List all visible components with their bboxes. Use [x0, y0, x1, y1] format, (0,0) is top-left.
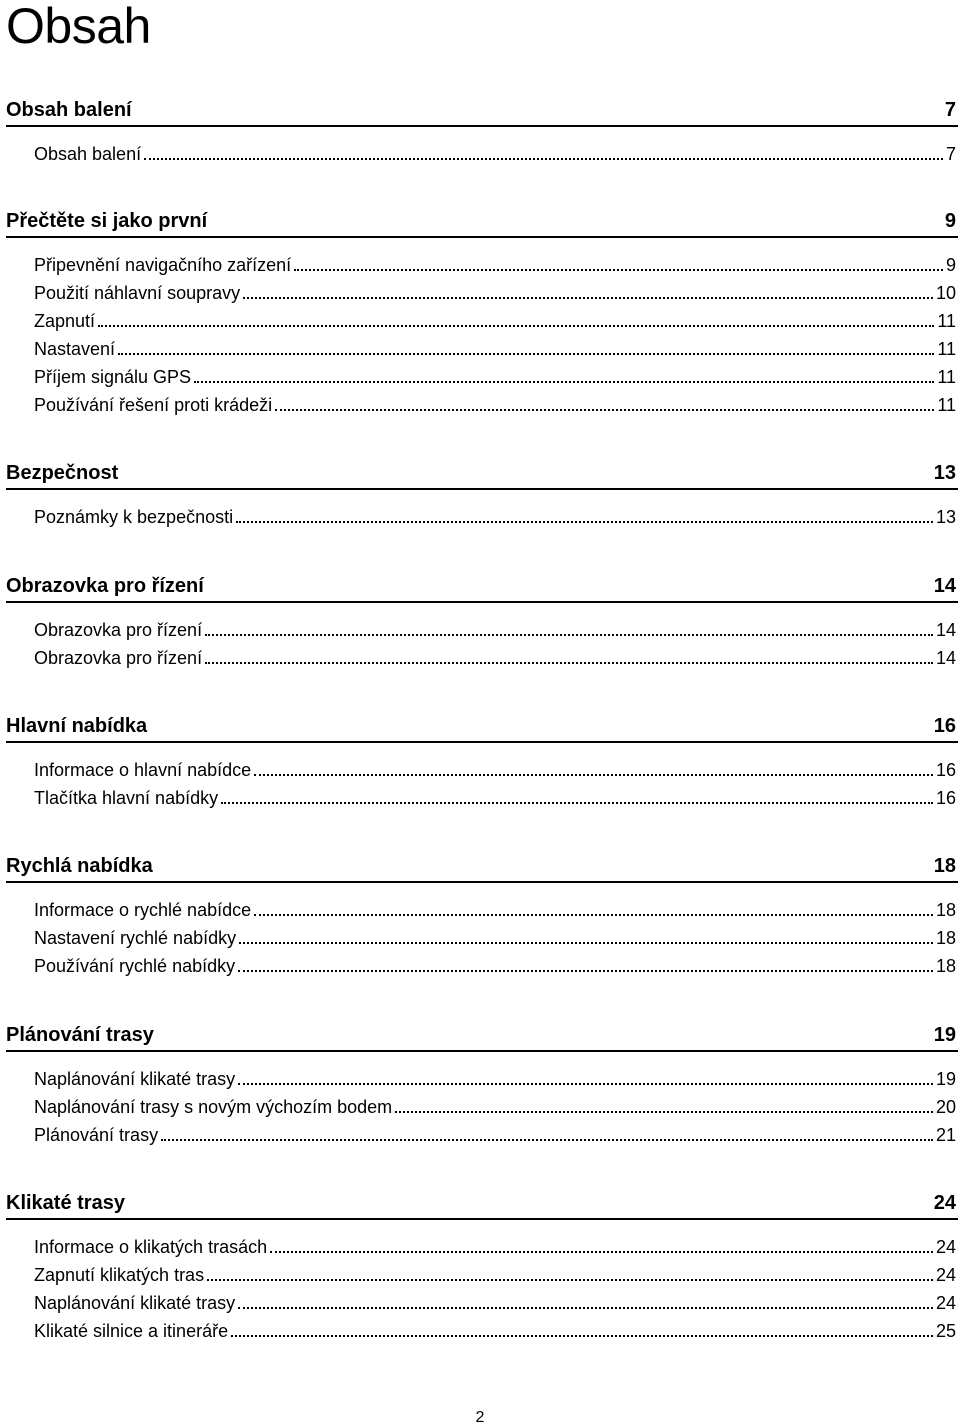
entry-page-number: 24	[935, 1237, 956, 1257]
entry-page-number: 10	[935, 283, 956, 303]
entry-page-number: 20	[935, 1097, 956, 1117]
section-page-number: 19	[933, 1024, 956, 1046]
dot-leader	[395, 1111, 933, 1113]
section-title: Bezpečnost	[6, 462, 119, 484]
section-page-number: 14	[933, 575, 956, 597]
toc-section-heading[interactable]	[6, 1020, 958, 1052]
entry-title: Informace o klikatých trasách	[34, 1237, 268, 1257]
dot-leader	[238, 970, 933, 972]
entry-page-number: 13	[935, 507, 956, 527]
section-title: Přečtěte si jako první	[6, 210, 208, 232]
entry-page-number: 25	[935, 1321, 956, 1341]
entry-title: Používání rychlé nabídky	[34, 956, 236, 976]
dot-leader	[118, 353, 934, 355]
dot-leader	[98, 325, 934, 327]
dot-leader	[205, 634, 933, 636]
entry-title: Plánování trasy	[34, 1125, 159, 1145]
toc-entry[interactable]	[34, 1122, 956, 1148]
toc-entry[interactable]	[34, 252, 956, 278]
section-title: Obsah balení	[6, 99, 132, 121]
toc-entry[interactable]	[34, 1262, 956, 1288]
entry-title: Obrazovka pro řízení	[34, 620, 203, 640]
entry-title: Používání řešení proti krádeži	[34, 395, 273, 415]
dot-leader	[254, 914, 933, 916]
entry-title: Naplánování trasy s novým výchozím bodem	[34, 1097, 393, 1117]
entry-page-number: 14	[935, 620, 956, 640]
entry-page-number: 11	[937, 367, 956, 387]
toc-section-heading[interactable]	[6, 851, 958, 883]
dot-leader	[254, 774, 933, 776]
toc-entry[interactable]	[34, 925, 956, 951]
section-page-number: 24	[933, 1192, 956, 1214]
entry-page-number: 24	[935, 1265, 956, 1285]
entry-page-number: 18	[935, 900, 956, 920]
entry-title: Naplánování klikaté trasy	[34, 1069, 236, 1089]
dot-leader	[243, 297, 933, 299]
section-title: Klikaté trasy	[6, 1192, 125, 1214]
dot-leader	[221, 802, 933, 804]
section-title: Obrazovka pro řízení	[6, 575, 204, 597]
dot-leader	[275, 409, 934, 411]
entry-title: Nastavení rychlé nabídky	[34, 928, 237, 948]
toc-entry[interactable]	[34, 504, 956, 530]
entry-page-number: 18	[935, 956, 956, 976]
entry-page-number: 7	[945, 144, 956, 164]
toc-section-heading[interactable]	[6, 458, 958, 490]
entry-page-number: 11	[937, 339, 956, 359]
toc-entry[interactable]	[34, 785, 956, 811]
toc-section-heading[interactable]	[6, 1188, 958, 1220]
toc-entry[interactable]	[34, 280, 956, 306]
entry-page-number: 14	[935, 648, 956, 668]
page-number: 2	[475, 1409, 485, 1426]
entry-title: Klikaté silnice a itineráře	[34, 1321, 229, 1341]
toc-section-heading[interactable]	[6, 206, 958, 238]
entry-page-number: 9	[945, 255, 956, 275]
entry-title: Zapnutí klikatých tras	[34, 1265, 205, 1285]
entry-title: Nastavení	[34, 339, 116, 359]
toc-entry[interactable]	[34, 757, 956, 783]
toc-entry[interactable]	[34, 1234, 956, 1260]
section-title: Rychlá nabídka	[6, 855, 153, 877]
toc-entry[interactable]	[34, 336, 956, 362]
section-page-number: 16	[933, 715, 956, 737]
toc-entry[interactable]	[34, 897, 956, 923]
toc-entry[interactable]	[34, 1318, 956, 1344]
toc-entry[interactable]	[34, 392, 956, 418]
entry-page-number: 11	[937, 311, 956, 331]
dot-leader	[238, 1307, 933, 1309]
dot-leader	[239, 942, 933, 944]
dot-leader	[238, 1083, 933, 1085]
dot-leader	[161, 1139, 933, 1141]
entry-title: Informace o hlavní nabídce	[34, 760, 252, 780]
dot-leader	[207, 1279, 933, 1281]
entry-title: Obrazovka pro řízení	[34, 648, 203, 668]
entry-title: Informace o rychlé nabídce	[34, 900, 252, 920]
toc-entry[interactable]	[34, 1094, 956, 1120]
toc-section-heading[interactable]	[6, 571, 958, 603]
entry-title: Tlačítka hlavní nabídky	[34, 788, 219, 808]
toc-entry[interactable]	[34, 617, 956, 643]
entry-title: Použití náhlavní soupravy	[34, 283, 241, 303]
section-page-number: 13	[933, 462, 956, 484]
toc-section-heading[interactable]	[6, 711, 958, 743]
entry-page-number: 16	[935, 788, 956, 808]
toc-entry[interactable]	[34, 645, 956, 671]
toc-entry[interactable]	[34, 364, 956, 390]
entry-page-number: 24	[935, 1293, 956, 1313]
entry-title: Poznámky k bezpečnosti	[34, 507, 234, 527]
entry-title: Příjem signálu GPS	[34, 367, 192, 387]
dot-leader	[205, 662, 933, 664]
section-title: Plánování trasy	[6, 1024, 154, 1046]
entry-page-number: 11	[937, 395, 956, 415]
toc-entry[interactable]	[34, 953, 956, 979]
entry-page-number: 21	[935, 1125, 956, 1145]
dot-leader	[236, 521, 933, 523]
entry-title: Zapnutí	[34, 311, 96, 331]
dot-leader	[270, 1251, 933, 1253]
entry-title: Obsah balení	[34, 144, 142, 164]
dot-leader	[231, 1335, 933, 1337]
toc-entry[interactable]	[34, 308, 956, 334]
toc-entry[interactable]	[34, 1290, 956, 1316]
section-page-number: 18	[933, 855, 956, 877]
toc-section-heading[interactable]	[6, 95, 958, 127]
entry-title: Připevnění navigačního zařízení	[34, 255, 292, 275]
toc-entry[interactable]	[34, 141, 956, 167]
entry-title: Naplánování klikaté trasy	[34, 1293, 236, 1313]
entry-page-number: 18	[935, 928, 956, 948]
dot-leader	[144, 158, 943, 160]
toc-entry[interactable]	[34, 1066, 956, 1092]
page-title: Obsah	[6, 0, 151, 54]
entry-page-number: 16	[935, 760, 956, 780]
dot-leader	[194, 381, 934, 383]
section-page-number: 9	[944, 210, 956, 232]
section-title: Hlavní nabídka	[6, 715, 148, 737]
dot-leader	[294, 269, 943, 271]
entry-page-number: 19	[935, 1069, 956, 1089]
section-page-number: 7	[944, 99, 956, 121]
